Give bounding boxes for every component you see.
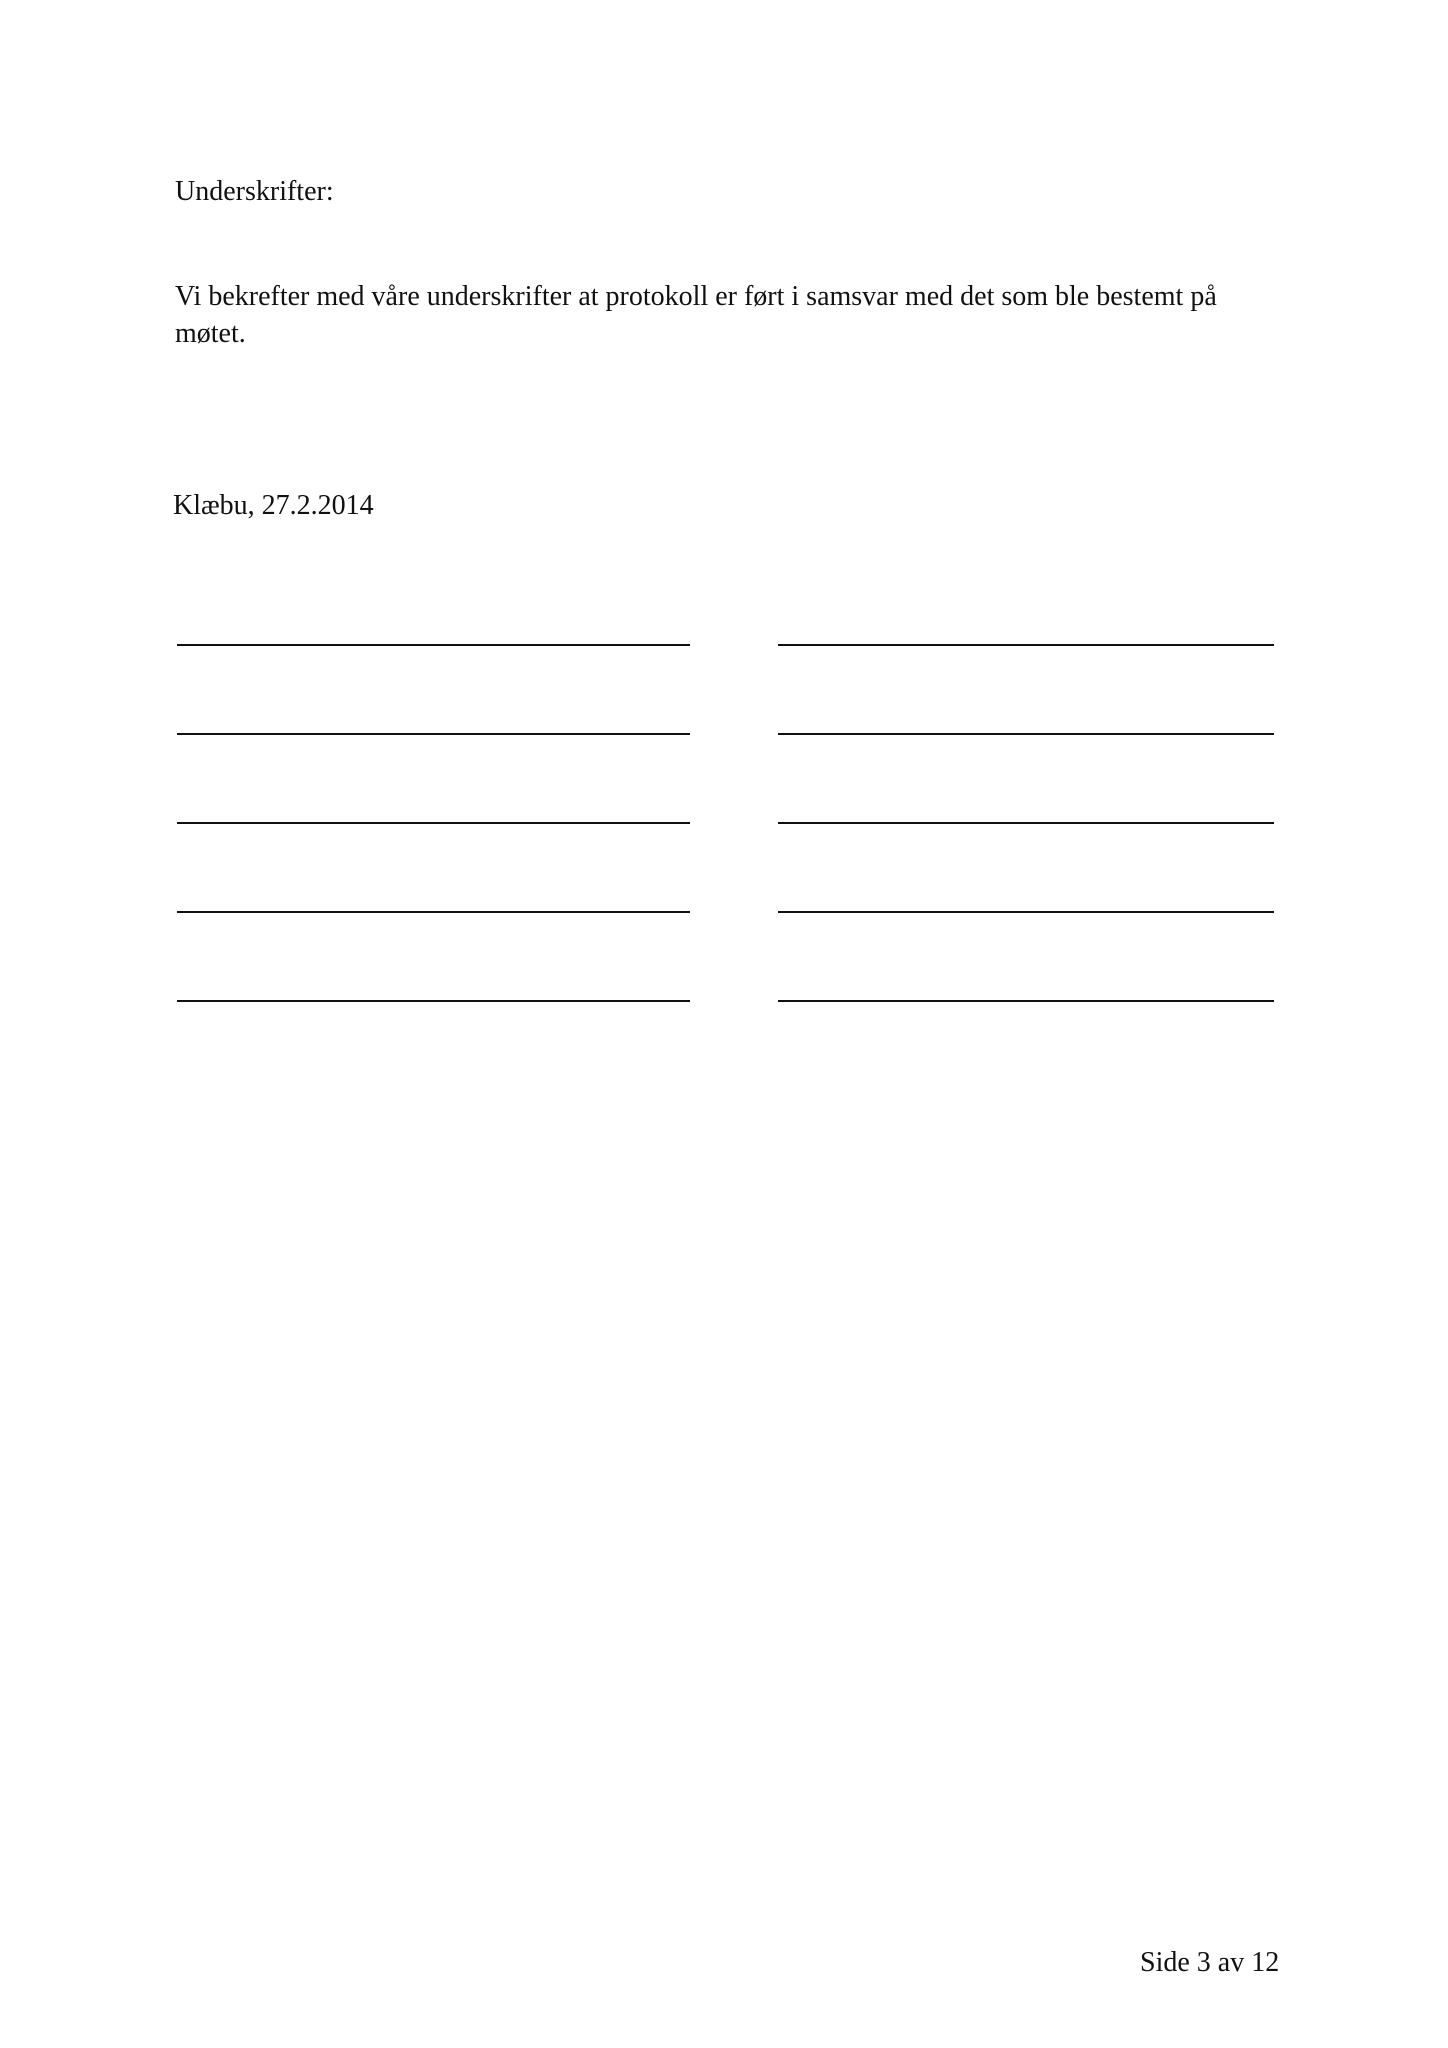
signature-line <box>177 733 690 735</box>
signature-line <box>177 822 690 824</box>
signature-line <box>177 644 690 646</box>
page-number: Side 3 av 12 <box>1140 1947 1280 1978</box>
signature-line <box>778 1000 1274 1002</box>
confirmation-statement: Vi bekrefter med våre underskrifter at protokoll er ført i samsvar med det som ble bestemt på møtet. <box>175 281 1217 349</box>
signature-line <box>778 733 1274 735</box>
place-and-date: Klæbu, 27.2.2014 <box>173 490 374 521</box>
signature-line <box>778 822 1274 824</box>
signatures-heading: Underskrifter: <box>175 176 334 207</box>
signature-line <box>778 644 1274 646</box>
signature-line <box>778 911 1274 913</box>
signature-line <box>177 1000 690 1002</box>
signature-line <box>177 911 690 913</box>
